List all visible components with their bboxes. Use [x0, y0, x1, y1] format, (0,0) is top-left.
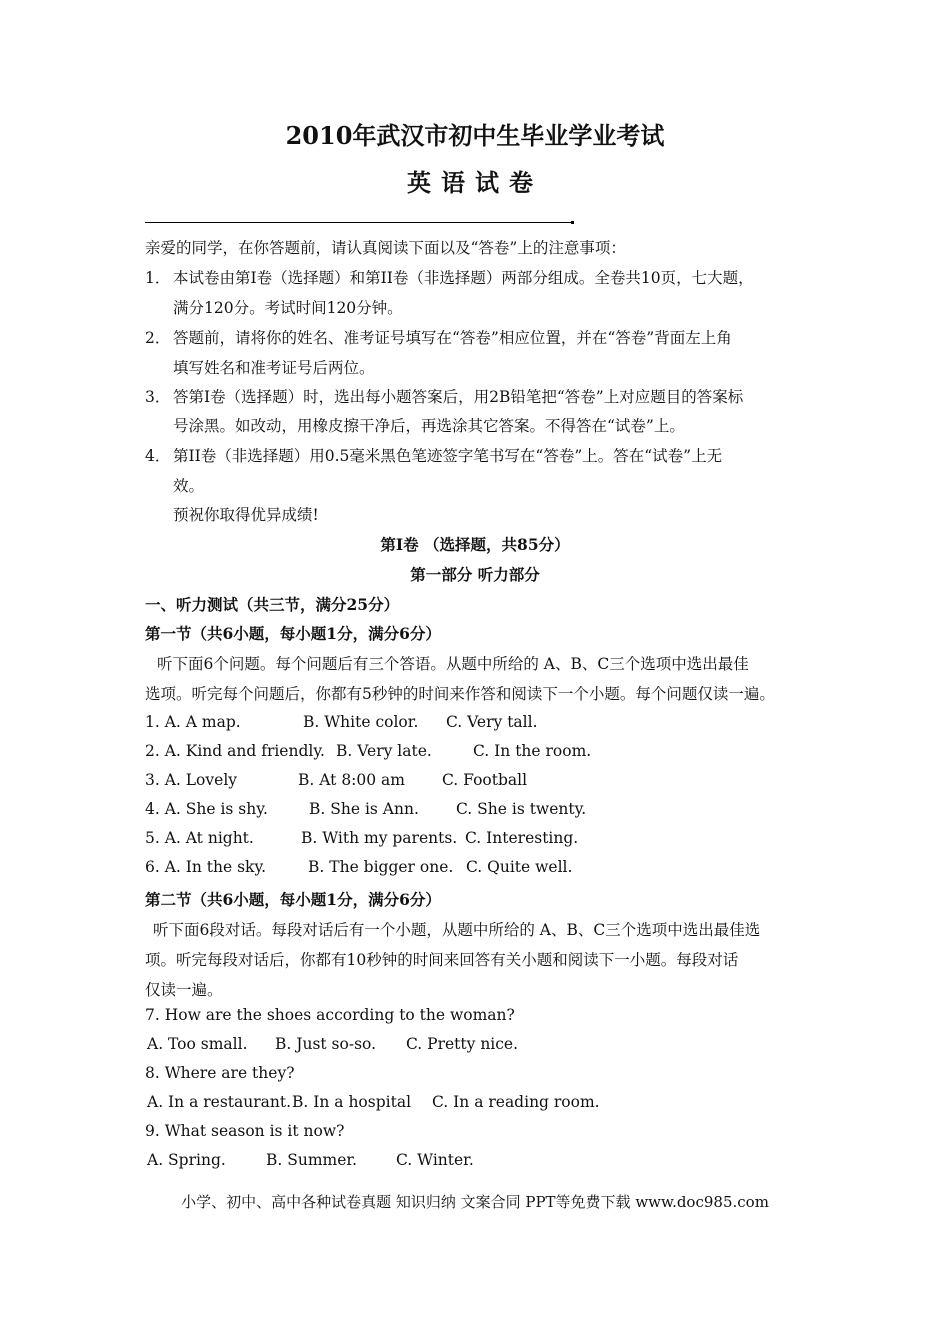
notice-item-3-num: 3． [145, 388, 171, 406]
q7-option-a: A. Too small. [147, 1035, 248, 1053]
notice-item-2-line2: 填写姓名和准考证号后两位。 [173, 359, 375, 377]
q1-option-c: C. Very tall. [446, 713, 538, 731]
exam-subtitle: 英语试卷 [407, 168, 543, 197]
q8-option-c: C. In a reading room. [432, 1093, 600, 1111]
q4-option-c: C. She is twenty. [456, 800, 587, 818]
q7-option-b: B. Just so-so. [275, 1035, 377, 1053]
q2-option-c: C. In the room. [473, 742, 592, 760]
exam-title: 2010年武汉市初中生毕业学业考试 [285, 121, 665, 150]
part1-subheading: 第一部分 听力部分 [410, 565, 540, 584]
q1-option-a: 1. A. A map. [145, 713, 241, 731]
q3-option-b: B. At 8:00 am [298, 771, 405, 789]
part1-heading: 第I卷 （选择题，共85分） [380, 535, 570, 554]
q7-question: 7. How are the shoes according to the woman? [145, 1006, 515, 1024]
q4-option-b: B. She is Ann. [309, 800, 419, 818]
notice-item-4-line2: 效。 [173, 477, 205, 495]
notice-item-2-line1: 答题前，请将你的姓名、准考证号填写在“答卷”相应位置，并在“答卷”背面左上角 [173, 329, 732, 347]
sec2-title: 第二节（共6小题，每小题1分，满分6分） [145, 890, 441, 909]
notice-item-1-line2: 满分120分。考试时间120分钟。 [173, 299, 403, 317]
notice-item-3-line2: 号涂黑。如改动，用橡皮擦干净后，再选涂其它答案。不得答在“试卷”上。 [173, 417, 685, 435]
q3-option-a: 3. A. Lovely [145, 771, 238, 789]
notice-item-2-num: 2． [145, 329, 171, 347]
sec1-instruction-line1: 听下面6个问题。每个问题后有三个答语。从题中所给的 A、B、C三个选项中选出最佳 [157, 655, 749, 673]
q9-option-a: A. Spring. [147, 1151, 226, 1169]
q5-option-c: C. Interesting. [465, 829, 579, 847]
q2-option-a: 2. A. Kind and friendly. [145, 742, 325, 760]
q5-option-a: 5. A. At night. [145, 829, 254, 847]
sec2-instruction-line2: 项。听完每段对话后，你都有10秒钟的时间来回答有关小题和阅读下一小题。每段对话 [145, 951, 739, 969]
q4-option-a: 4. A. She is shy. [145, 800, 268, 818]
title-divider [145, 222, 573, 223]
notice-intro: 亲爱的同学，在你答题前，请认真阅读下面以及“答卷”上的注意事项： [145, 239, 626, 257]
notice-item-4-num: 4． [145, 447, 171, 465]
notice-item-3-line1: 答第I卷（选择题）时，选出每小题答案后，用2B铅笔把“答卷”上对应题目的答案标 [173, 388, 744, 406]
q9-question: 9. What season is it now? [145, 1122, 345, 1140]
sec2-instruction-line1: 听下面6段对话。每段对话后有一个小题，从题中所给的 A、B、C三个选项中选出最佳选 [153, 921, 761, 939]
q9-option-b: B. Summer. [266, 1151, 358, 1169]
sec1-title: 第一节（共6小题，每小题1分，满分6分） [145, 624, 441, 643]
q2-option-b: B. Very late. [336, 742, 432, 760]
sec1-instruction-line2: 选项。听完每个问题后，你都有5秒钟的时间来作答和阅读下一个小题。每个问题仅读一遍。 [145, 685, 775, 703]
notice-item-1-line1: 本试卷由第I卷（选择题）和第II卷（非选择题）两部分组成。全卷共10页，七大题， [173, 269, 754, 287]
q6-option-b: B. The bigger one. [308, 858, 454, 876]
notice-wish: 预祝你取得优异成绩! [173, 506, 319, 524]
title-divider-end [571, 221, 574, 224]
notice-item-1-num: 1． [145, 269, 171, 287]
sec2-instruction-line3: 仅读一遍。 [145, 981, 223, 999]
q9-option-c: C. Winter. [396, 1151, 474, 1169]
q8-question: 8. Where are they? [145, 1064, 295, 1082]
q6-option-c: C. Quite well. [466, 858, 573, 876]
page-footer: 小学、初中、高中各种试卷真题 知识归纳 文案合同 PPT等免费下载 www.doc985.com [181, 1193, 769, 1211]
listening-section-title: 一、听力测试（共三节，满分25分） [145, 595, 400, 614]
q8-option-b: B. In a hospital [292, 1093, 412, 1111]
notice-item-4-line1: 第II卷（非选择题）用0.5毫米黑色笔迹签字笔书写在“答卷”上。答在“试卷”上无 [173, 447, 723, 465]
q7-option-c: C. Pretty nice. [406, 1035, 519, 1053]
q5-option-b: B. With my parents. [301, 829, 458, 847]
q8-option-a: A. In a restaurant. [147, 1093, 292, 1111]
q3-option-c: C. Football [442, 771, 528, 789]
q6-option-a: 6. A. In the sky. [145, 858, 267, 876]
q1-option-b: B. White color. [303, 713, 419, 731]
